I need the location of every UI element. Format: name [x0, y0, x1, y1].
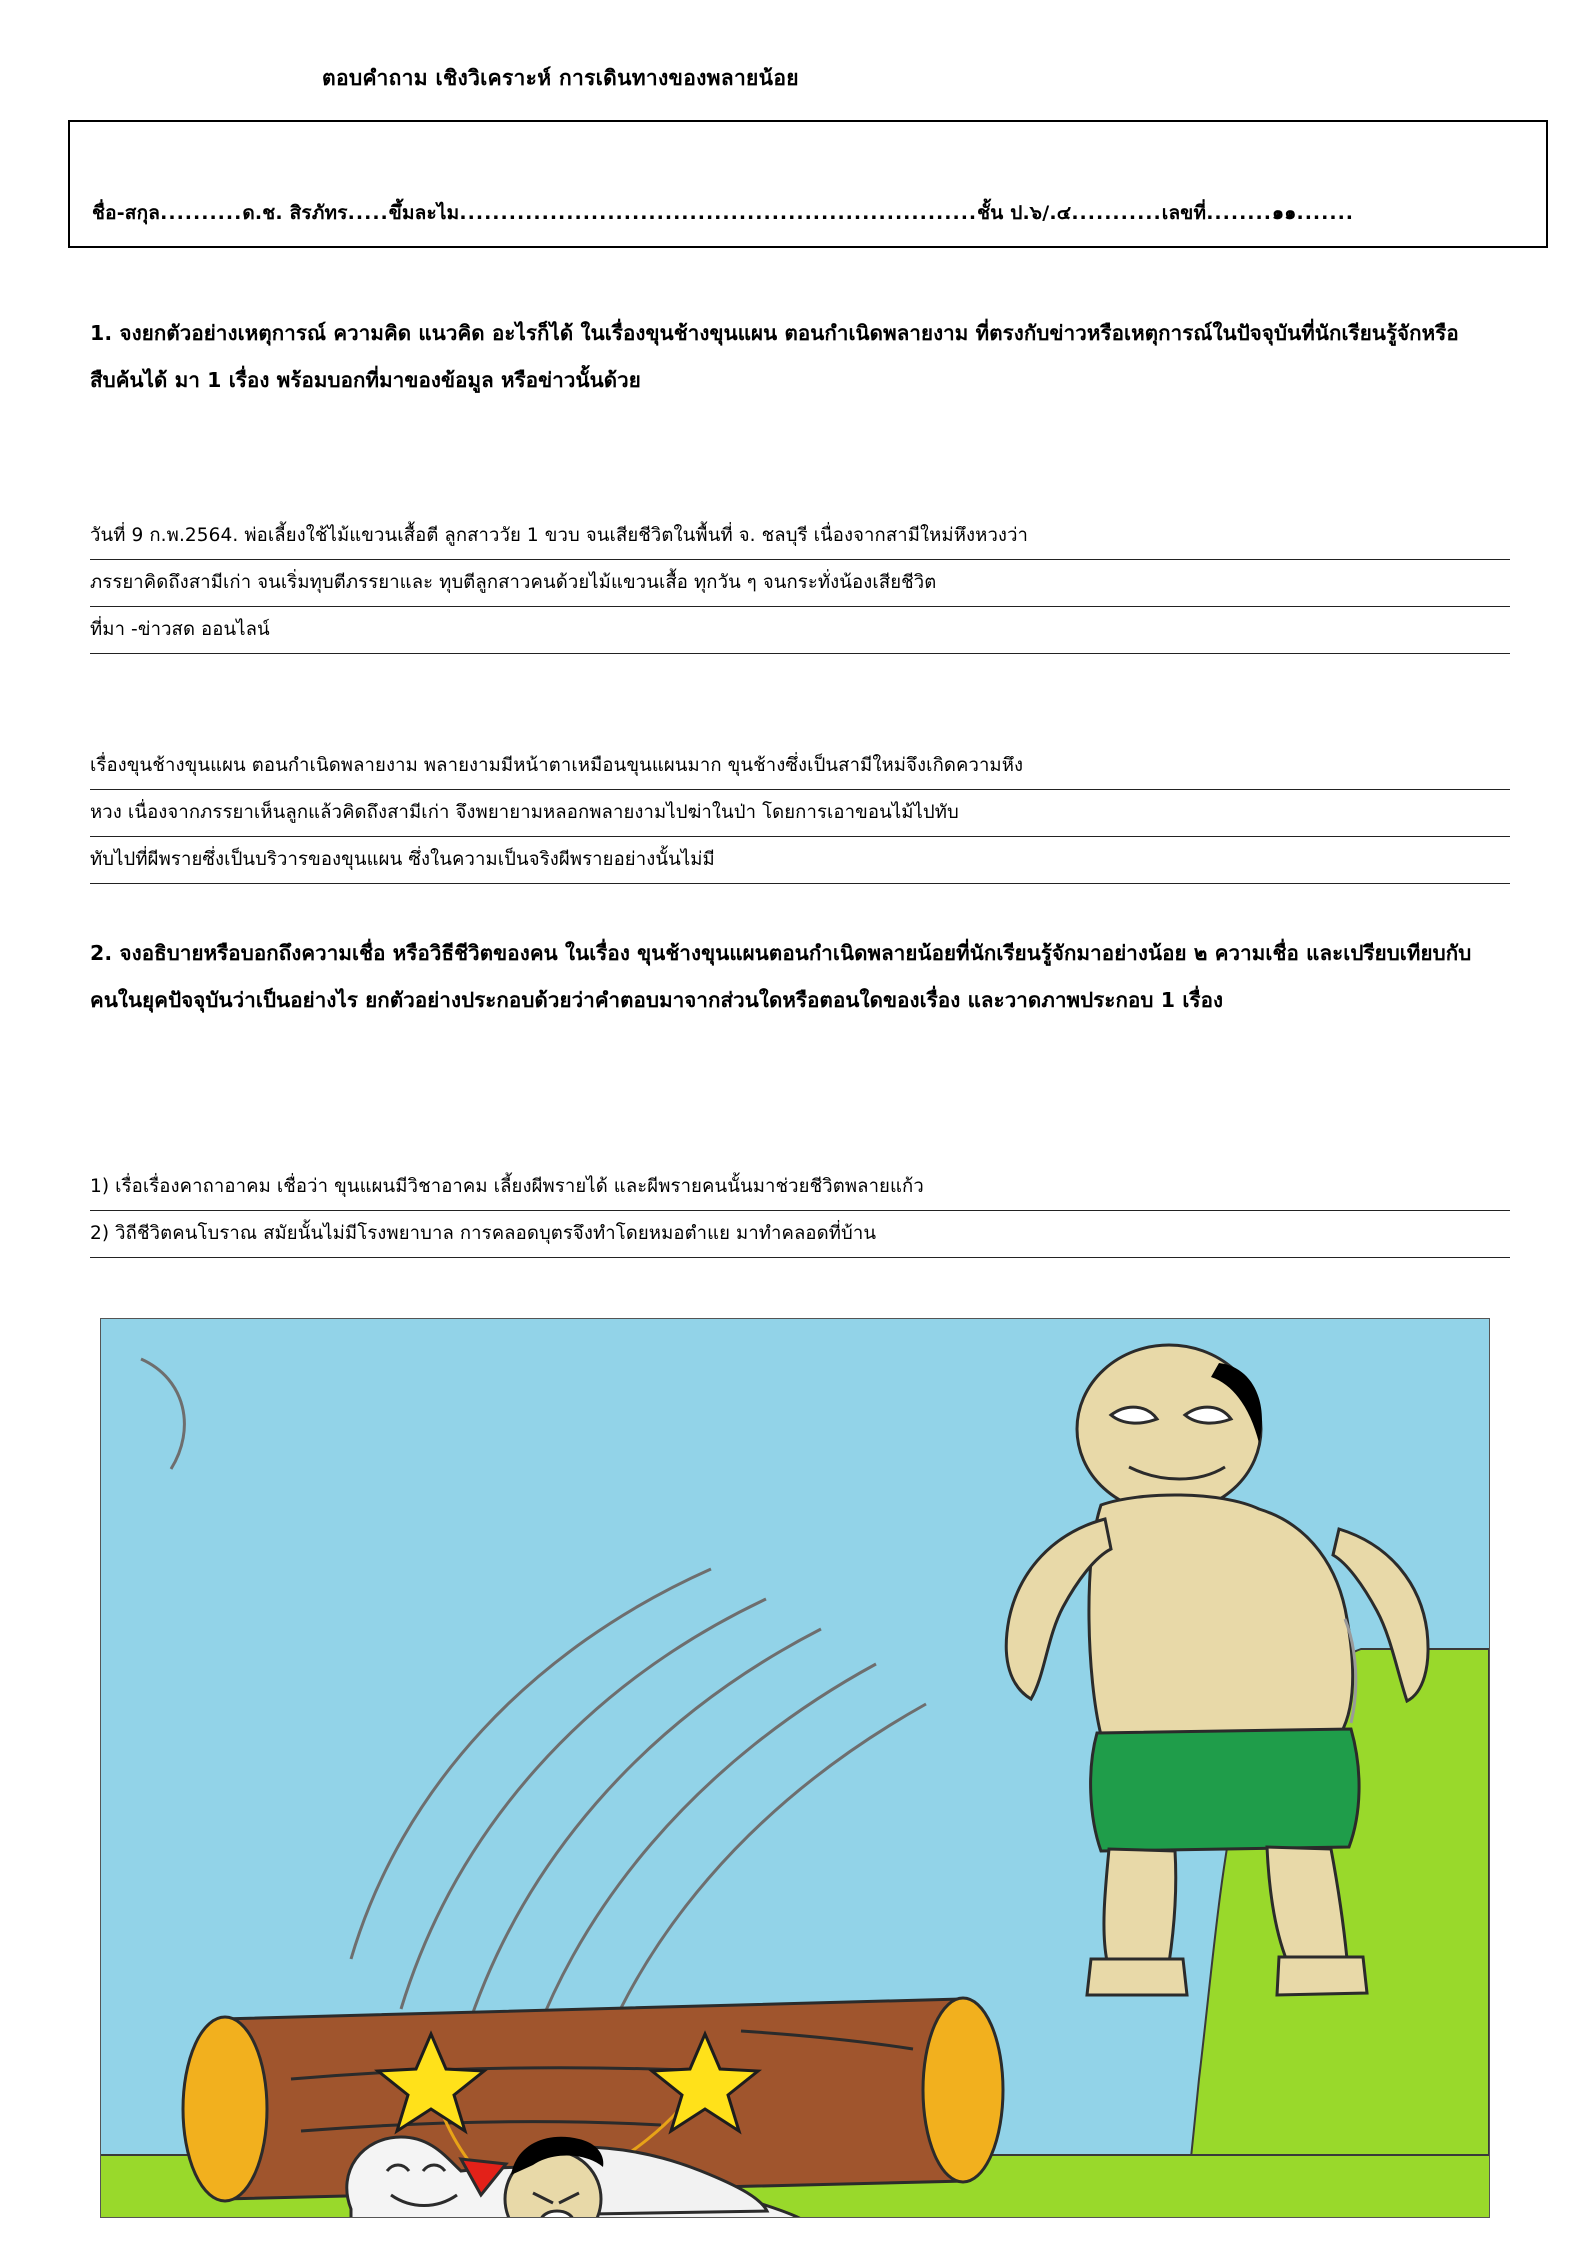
student-name-value: ด.ช. สิรภัทร — [242, 202, 348, 224]
dots-4: ........... — [1071, 202, 1162, 224]
man-shorts — [1091, 1729, 1359, 1851]
drawing-svg — [101, 1319, 1489, 2217]
man-foot-left — [1087, 1959, 1187, 1995]
answer-1-block — [90, 513, 1510, 654]
student-surname-value: ขึ้มละไม — [388, 202, 460, 224]
answer-line: ทับไปที่ผีพรายซึ่งเป็นบริวารของขุนแผน ซึ่งในความเป็นจริงผีพรายอย่างนั้นไม่มี — [90, 837, 1510, 884]
log-end-right — [923, 1998, 1003, 2182]
man-leg-left — [1104, 1849, 1176, 1963]
answer-line: ภรรยาคิดถึงสามีเก่า จนเริ่มทุบตีภรรยาและ ทุบตีลูกสาวคนด้วยไม้แขวนเสื้อ ทุกวัน ๆ จนกระทั่งน้องเสียชีวิต — [90, 560, 1510, 607]
answer-line: วันที่ 9 ก.พ.2564. พ่อเลี้ยงใช้ไม้แขวนเสื้อตี ลูกสาววัย 1 ขวบ จนเสียชีวิตในพื้นที่ จ. ชลบุรี เนื่องจากสามีใหม่หึงหวงว่า — [90, 513, 1510, 560]
student-drawing — [100, 1318, 1490, 2218]
dots-6: ....... — [1296, 202, 1355, 224]
man-foot-right — [1277, 1957, 1367, 1995]
question-2-text: 2. จงอธิบายหรือบอกถึงความเชื่อ หรือวิธีชีวิตของคน ในเรื่อง ขุนช้างขุนแผนตอนกำเนิดพลายน้อยที่นักเรียนรู้จักมาอย่างน้อย ๒ ความเชื่อ และเปรียบเทียบกับคนในยุคปัจจุบันว่าเป็นอย่างไร ยกตัวอย่างประกอบด้วยว่าคำตอบมาจากส่วนใดหรือตอนใดของเรื่อง และวาดภาพประกอบ 1 เรื่อง — [90, 941, 1472, 1012]
label-class: ชั้น ป.๖/.๔ — [977, 202, 1072, 224]
answer-line: หวง เนื่องจากภรรยาเห็นลูกแล้วคิดถึงสามีเก่า จึงพยายามหลอกพลายงามไปฆ่าในป่า โดยการเอาขอนไม้ไปทับ — [90, 790, 1510, 837]
dots-1: .......... — [160, 202, 243, 224]
dots-5: ........ — [1206, 202, 1272, 224]
answer-line: เรื่องขุนช้างขุนแผน ตอนกำเนิดพลายงาม พลายงามมีหน้าตาเหมือนขุนแผนมาก ขุนช้างซึ่งเป็นสามีใหม่จึงเกิดความหึง — [90, 743, 1510, 790]
answer-line: ที่มา -ข่าวสด ออนไลน์ — [90, 607, 1510, 654]
label-number: เลขที่ — [1161, 202, 1207, 224]
page-title: ตอบคำถาม เชิงวิเคราะห์ การเดินทางของพลายน้อย — [322, 66, 799, 90]
dots-3: ............................................................... — [459, 202, 978, 224]
student-info-line — [92, 198, 1354, 228]
answer-line: 2) วิถีชีวิตคนโบราณ สมัยนั้นไม่มีโรงพยาบาล การคลอดบุตรจึงทำโดยหมอตำแย มาทำคลอดที่บ้าน — [90, 1211, 1510, 1258]
student-info-box — [68, 120, 1548, 248]
label-name: ชื่อ-สกุล — [92, 202, 161, 224]
dots-2: ..... — [347, 202, 389, 224]
answer-line: 1) เรื่อเรื่องคาถาอาคม เชื่อว่า ขุนแผนมีวิชาอาคม เลี้ยงผีพรายได้ และผีพรายคนนั้นมาช่วยชีวิตพลายแก้ว — [90, 1164, 1510, 1211]
answer-2-block — [90, 743, 1510, 884]
question-1-text: 1. จงยกตัวอย่างเหตุการณ์ ความคิด แนวคิด อะไรก็ได้ ในเรื่องขุนช้างขุนแผน ตอนกำเนิดพลายงาม ที่ตรงกับข่าวหรือเหตุการณ์ในปัจจุบันที่นักเรียนรู้จักหรือสืบค้นได้ มา 1 เรื่อง พร้อมบอกที่มาของข้อมูล หรือข่าวนั้นด้วย — [90, 321, 1459, 392]
student-number-value: ๑๑ — [1271, 202, 1297, 224]
log-end-left — [183, 2017, 267, 2201]
answer-3-block — [90, 1164, 1510, 1258]
